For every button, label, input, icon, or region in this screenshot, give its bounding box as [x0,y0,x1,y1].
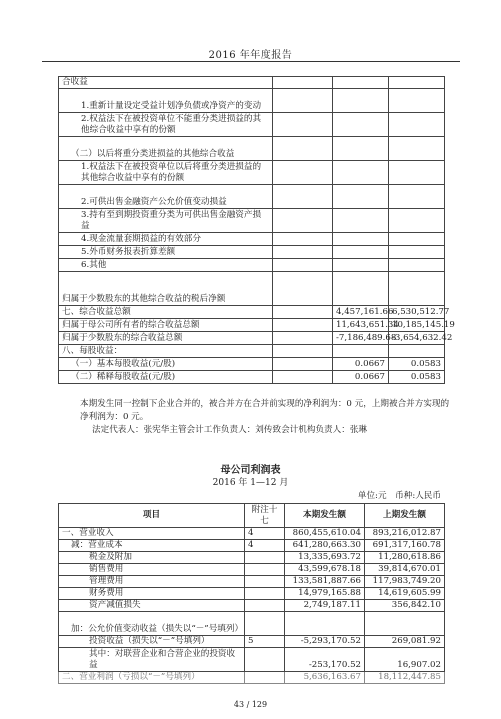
header-prior-period: 上期发生额 [365,504,445,528]
row-prior-value [365,612,445,636]
row-current-value [333,161,389,185]
row-note-ref [273,259,333,272]
row-label: 财务费用 [59,588,245,600]
row-current-value: 641,280,663.30 [285,540,365,552]
table-row [59,77,445,89]
row-note-ref [273,332,333,345]
table-row [59,612,445,636]
row-note-ref [273,233,333,246]
row-label: 加：公允价值变动收益（损失以“－”号填列） [59,612,245,636]
table-row [59,113,445,137]
table-row [59,137,445,161]
row-label: 资产减值损失 [59,600,245,612]
row-label: 一、营业收入 [59,528,245,540]
row-note-ref [273,272,333,306]
table-row [59,319,445,332]
row-prior-value [389,246,445,259]
row-note-ref [273,306,333,319]
table-header-row [59,504,445,528]
row-current-value [333,246,389,259]
row-current-value [333,259,389,272]
row-note-ref: 4 [245,528,285,540]
table-row [59,564,445,576]
row-prior-value: 0.0583 [389,371,445,384]
table-row [59,345,445,358]
row-prior-value: 18,112,447.85 [365,672,445,684]
row-label: 减：营业成本 [59,540,245,552]
row-note-ref [273,345,333,358]
row-current-value: 0.0667 [333,358,389,371]
table-row [59,552,445,564]
table-row [59,259,445,272]
table-row [59,672,445,684]
row-label: 八、每股收益： [59,345,273,358]
row-current-value: 11,643,651.34 [333,319,389,332]
row-current-value: -253,170.52 [285,648,365,672]
row-current-value [333,113,389,137]
row-note-ref [245,600,285,612]
row-current-value [333,209,389,233]
row-current-value [333,272,389,306]
row-current-value: 2,749,187.11 [285,600,365,612]
row-label: 1.重新计量设定受益计划净负债或净资产的变动 [59,89,273,113]
header-item: 项目 [59,504,245,528]
row-label: 归属于少数股东的综合收益总额 [59,332,273,345]
row-note-ref [273,137,333,161]
table-row [59,161,445,185]
row-note-ref [245,588,285,600]
row-prior-value: 14,619,605.99 [365,588,445,600]
row-note-ref: 5 [245,636,285,648]
report-header-title: 2016 年年度报告 [208,50,293,61]
row-label: 税金及附加 [59,552,245,564]
row-current-value: 860,455,610.04 [285,528,365,540]
table-row [59,540,445,552]
row-prior-value: 10,185,145.19 [389,319,445,332]
row-prior-value: 691,317,160.78 [365,540,445,552]
row-label: 2.可供出售金融资产公允价值变动损益 [59,185,273,209]
row-prior-value [389,259,445,272]
parent-income-statement-title: 母公司利润表 [220,465,281,476]
row-prior-value [389,113,445,137]
row-prior-value: 11,280,618.86 [365,552,445,564]
row-note-ref: 4 [245,540,285,552]
row-current-value [333,137,389,161]
row-prior-value: 356,842.10 [365,600,445,612]
row-note-ref [245,564,285,576]
row-label: 合收益 [59,77,273,89]
table-row [59,528,445,540]
row-prior-value [389,77,445,89]
row-note-ref [273,185,333,209]
row-label: 1.权益法下在被投资单位以后将重分类进损益的其他综合收益中享有的份额 [59,161,273,185]
table-row [59,272,445,306]
row-note-ref [245,612,285,636]
row-prior-value: 16,907.02 [365,648,445,672]
row-label: 其中：对联营企业和合营企业的投资收益 [59,648,245,672]
table-row [59,306,445,319]
row-label: 归属于母公司所有者的综合收益总额 [59,319,273,332]
row-prior-value: -3,654,632.42 [389,332,445,345]
parent-income-statement-period: 2016 年 1—12 月 [212,478,289,488]
row-note-ref [273,209,333,233]
row-prior-value [389,272,445,306]
row-note-ref [273,89,333,113]
row-current-value: 13,335,693.72 [285,552,365,564]
row-label: 2.权益法下在被投资单位不能重分类进损益的其他综合收益中享有的份额 [59,113,273,137]
page-number: 43 / 129 [233,700,268,709]
row-note-ref [273,113,333,137]
consolidated-income-statement-table [58,76,455,384]
row-label: 二、营业利润（亏损以“－”号填列） [59,672,245,684]
row-prior-value [389,89,445,113]
row-current-value: -7,186,489.68 [333,332,389,345]
row-note-ref [273,319,333,332]
row-note-ref [273,371,333,384]
row-label: 6.其他 [59,259,273,272]
row-label: （二）稀释每股收益(元/股) [59,371,273,384]
signatories-line: 法定代表人：张宪华主管会计工作负责人：刘传致会计机构负责人：张琳 [92,425,368,435]
row-label: 4.现金流量套期损益的有效部分 [59,233,273,246]
row-prior-value [389,185,445,209]
row-note-ref [245,576,285,588]
row-note-ref [245,672,285,684]
row-label: （一）基本每股收益(元/股) [59,358,273,371]
table-row [59,576,445,588]
header-divider [42,61,460,62]
table-row [59,588,445,600]
row-prior-value: 893,216,012.87 [365,528,445,540]
currency-unit-label: 单位:元 币种:人民币 [357,491,441,501]
merger-note [60,398,450,437]
row-prior-value: 117,983,749.20 [365,576,445,588]
row-label: （二）以后将重分类进损益的其他综合收益 [59,137,273,161]
row-prior-value: 269,081.92 [365,636,445,648]
row-label: 5.外币财务报表折算差额 [59,246,273,259]
row-note-ref [245,552,285,564]
row-note-ref [273,246,333,259]
row-current-value: 43,599,678.18 [285,564,365,576]
row-current-value: 4,457,161.66 [333,306,389,319]
row-current-value [333,185,389,209]
row-label: 3.持有至到期投资重分类为可供出售金融资产损益 [59,209,273,233]
header-note: 附注十七 [245,504,285,528]
table-row [59,636,445,648]
row-current-value: 0.0667 [333,371,389,384]
row-note-ref [273,358,333,371]
row-prior-value: 6,530,512.77 [389,306,445,319]
row-prior-value [389,233,445,246]
row-prior-value: 39,814,670.01 [365,564,445,576]
row-note-ref [245,648,285,672]
row-note-ref [273,77,333,89]
row-current-value [333,89,389,113]
table-row [59,371,445,384]
table-row [59,209,445,233]
row-note-ref [273,161,333,185]
row-current-value: 5,636,163.67 [285,672,365,684]
table-row [59,332,445,345]
row-current-value [285,612,365,636]
table-row [59,185,445,209]
row-current-value: 14,979,165.88 [285,588,365,600]
row-current-value [333,345,389,358]
row-label: 投资收益（损失以“－”号填列） [59,636,245,648]
row-label: 七、综合收益总额 [59,306,273,319]
table-row [59,89,445,113]
row-current-value: -5,293,170.52 [285,636,365,648]
row-prior-value [389,137,445,161]
table-row [59,600,445,612]
header-current-period: 本期发生额 [285,504,365,528]
parent-income-statement-table [58,503,445,684]
row-label: 归属于少数股东的其他综合收益的税后净额 [59,272,273,306]
row-label: 管理费用 [59,576,245,588]
table-row [59,648,445,672]
row-prior-value [389,345,445,358]
table-row [59,358,445,371]
row-prior-value: 0.0583 [389,358,445,371]
table-row [59,246,445,259]
row-current-value [333,77,389,89]
merger-note-text: 本期发生同一控制下企业合并的，被合并方在合并前实现的净利润为：0 元，上期被合并方实现的净利润为：0 元。 [80,399,450,422]
row-current-value [333,233,389,246]
row-current-value: 133,581,887.66 [285,576,365,588]
row-label: 销售费用 [59,564,245,576]
row-prior-value [389,161,445,185]
row-prior-value [389,209,445,233]
table-row [59,233,445,246]
